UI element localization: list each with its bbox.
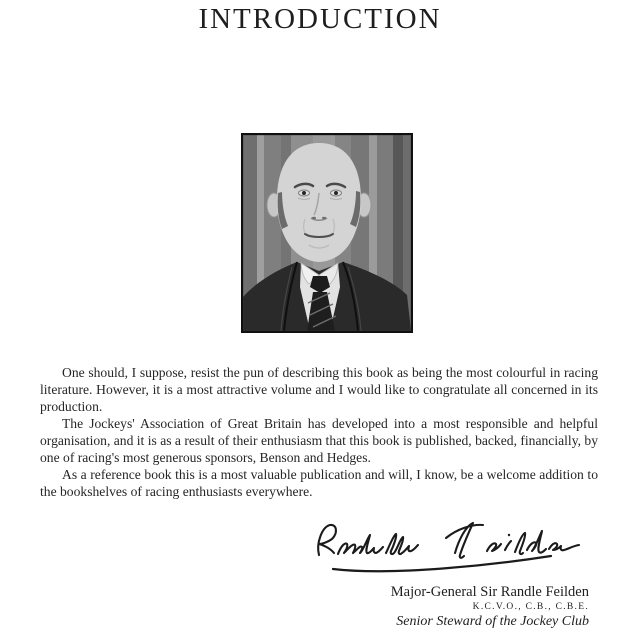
portrait-illustration (243, 135, 411, 331)
portrait-photo (241, 133, 413, 333)
attribution-honours: K.C.V.O., C.B., C.B.E. (472, 602, 589, 612)
signature-block (303, 513, 593, 579)
paragraph: The Jockeys' Association of Great Britain has developed into a most responsible and helpful organisation, and it is as a result of their enthusiasm that this book is published, backed, financially, by one of racing's most generous sponsors, Benson and Hedges. (40, 416, 598, 465)
signature-randle-feilden (303, 513, 593, 579)
introduction-text (40, 364, 598, 500)
attribution-role: Senior Steward of the Jockey Club (396, 614, 589, 629)
paragraph: As a reference book this is a most valuable publication and will, I know, be a welcome addition to the bookshelves of racing enthusiasts everywhere. (40, 467, 598, 499)
signature-underline (333, 556, 551, 571)
paragraph: One should, I suppose, resist the pun of describing this book as being the most colourful in racing literature. However, it is a most attractive volume and I would like to congratulate all concerned in its production. (40, 365, 598, 414)
page-title: INTRODUCTION (198, 3, 442, 35)
attribution-block (391, 584, 589, 629)
attribution-name: Major-General Sir Randle Feilden (390, 584, 589, 600)
